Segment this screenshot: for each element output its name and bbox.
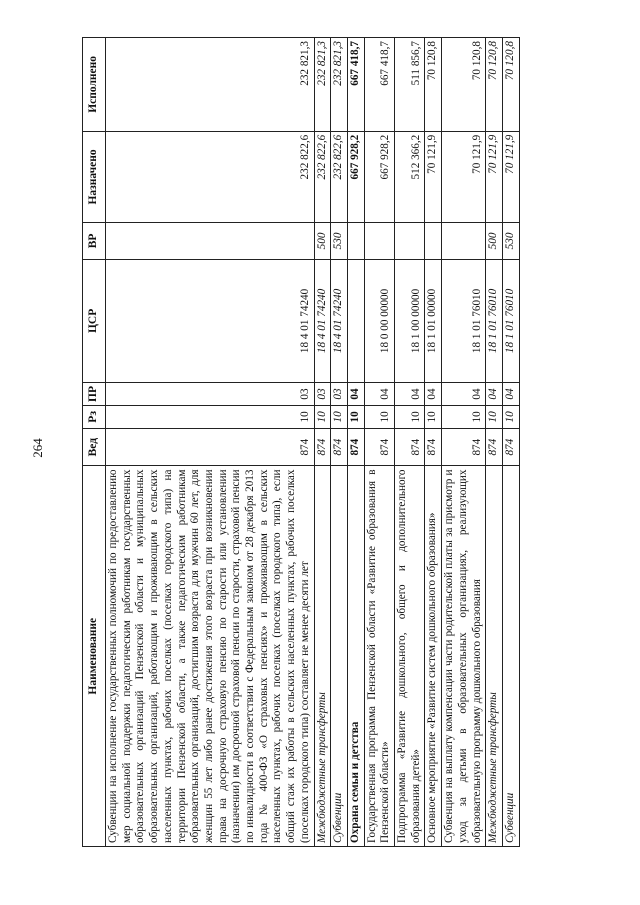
header-ved: Вед <box>83 428 106 466</box>
cell-ved: 874 <box>331 428 348 466</box>
cell-csr: 18 4 01 74240 <box>314 259 331 382</box>
cell-rz: 10 <box>442 405 486 428</box>
cell-executed: 232 821,3 <box>331 38 348 132</box>
cell-vr: 500 <box>486 223 503 260</box>
cell-rz: 10 <box>314 405 331 428</box>
page-number: 264 <box>30 438 45 458</box>
cell-ved: 874 <box>442 428 486 466</box>
cell-executed: 70 120,8 <box>486 38 503 132</box>
cell-pr: 03 <box>331 383 348 406</box>
cell-name: Субвенция на выплату компенсации части родительской платы за присмотр и уход за детьми в образовательных организациях, реализующих образовательную программу дошкольного образования <box>442 466 486 847</box>
header-vr: ВР <box>83 223 106 260</box>
cell-ved: 874 <box>486 428 503 466</box>
cell-executed: 511 856,7 <box>395 38 425 132</box>
cell-pr: 04 <box>347 383 364 406</box>
cell-csr: 18 1 01 76010 <box>502 259 519 382</box>
cell-rz: 10 <box>364 405 394 428</box>
header-assigned: Назначено <box>83 131 106 222</box>
table-row <box>314 38 331 847</box>
cell-csr: 18 1 01 00000 <box>425 259 442 382</box>
cell-name: Субвенции <box>331 466 348 847</box>
cell-vr <box>425 223 442 260</box>
cell-executed: 667 418,7 <box>347 38 364 132</box>
cell-vr <box>364 223 394 260</box>
cell-name: Подпрограмма «Развитие дошкольного, общего и дополнительного образования детей» <box>395 466 425 847</box>
cell-pr: 04 <box>425 383 442 406</box>
cell-csr: 18 0 00 00000 <box>364 259 394 382</box>
cell-pr: 04 <box>442 383 486 406</box>
cell-name: Субвенции на исполнение государственных полномочий по предоставлению мер социальной поддержки педагогическим работникам государственных образовательных организаций Пензенской области и муниципальных образовательных организаций, работающим и проживающим в сельских населенных пунктах, рабочих поселках (поселках городского типа) на территории Пензенской области, а также педагогическим работникам образовательных организаций, достигшим возраста для мужчин 60 лет, для женщин 55 лет либо ранее достижения этого возраста при возникновении права на досрочную страховую пенсию по старости или установлении (назначении) им досрочной страховой пенсии по старости, страховой пенсии по инвалидности в соответствии с Федеральным законом от 28 декабря 2013 года № 400-ФЗ «О страховых пенсиях» и проживающим в сельских населенных пунктах, рабочих поселках (поселках городского типа), если общий стаж их работы в сельских населенных пунктах, рабочих поселках (поселках городского типа) составляет не менее десяти лет <box>106 466 315 847</box>
cell-pr: 04 <box>364 383 394 406</box>
header-csr: ЦСР <box>83 259 106 382</box>
cell-rz: 10 <box>486 405 503 428</box>
cell-assigned: 70 121,9 <box>486 131 503 222</box>
cell-vr: 530 <box>331 223 348 260</box>
cell-assigned: 667 928,2 <box>347 131 364 222</box>
cell-rz: 10 <box>425 405 442 428</box>
cell-assigned: 232 822,6 <box>106 131 315 222</box>
table-row <box>364 38 394 847</box>
cell-vr: 530 <box>502 223 519 260</box>
cell-vr <box>347 223 364 260</box>
cell-executed: 232 821,3 <box>314 38 331 132</box>
cell-vr <box>395 223 425 260</box>
cell-assigned: 232 822,6 <box>314 131 331 222</box>
cell-executed: 667 418,7 <box>364 38 394 132</box>
cell-name: Межбюджетные трансферты <box>486 466 503 847</box>
cell-ved: 874 <box>425 428 442 466</box>
cell-name: Государственная программа Пензенской области «Развитие образования в Пензенской области» <box>364 466 394 847</box>
cell-vr <box>106 223 315 260</box>
cell-name: Межбюджетные трансферты <box>314 466 331 847</box>
cell-ved: 874 <box>314 428 331 466</box>
table-row <box>425 38 442 847</box>
cell-name: Субвенции <box>502 466 519 847</box>
cell-vr: 500 <box>314 223 331 260</box>
table-body <box>106 38 520 847</box>
rotated-page-content <box>82 37 602 847</box>
header-rz: Рз <box>83 405 106 428</box>
cell-assigned: 232 822,6 <box>331 131 348 222</box>
header-row <box>83 38 106 847</box>
cell-assigned: 70 121,9 <box>502 131 519 222</box>
cell-csr: 18 1 00 00000 <box>395 259 425 382</box>
cell-pr: 04 <box>502 383 519 406</box>
cell-assigned: 70 121,9 <box>425 131 442 222</box>
budget-table <box>82 37 520 847</box>
cell-ved: 874 <box>364 428 394 466</box>
table-row <box>106 38 315 847</box>
cell-rz: 10 <box>347 405 364 428</box>
table-row <box>395 38 425 847</box>
cell-executed: 70 120,8 <box>442 38 486 132</box>
cell-csr: 18 1 01 76010 <box>486 259 503 382</box>
header-executed: Исполнено <box>83 38 106 132</box>
cell-rz: 10 <box>502 405 519 428</box>
cell-rz: 10 <box>331 405 348 428</box>
cell-executed: 70 120,8 <box>425 38 442 132</box>
cell-executed: 232 821,3 <box>106 38 315 132</box>
table-row <box>502 38 519 847</box>
cell-ved: 874 <box>106 428 315 466</box>
cell-csr: 18 4 01 74240 <box>106 259 315 382</box>
cell-ved: 874 <box>502 428 519 466</box>
cell-rz: 10 <box>395 405 425 428</box>
cell-rz: 10 <box>106 405 315 428</box>
cell-ved: 874 <box>347 428 364 466</box>
cell-csr: 18 4 01 74240 <box>331 259 348 382</box>
cell-pr: 04 <box>395 383 425 406</box>
cell-csr: 18 1 01 76010 <box>442 259 486 382</box>
cell-ved: 874 <box>395 428 425 466</box>
cell-executed: 70 120,8 <box>502 38 519 132</box>
cell-vr <box>442 223 486 260</box>
cell-assigned: 70 121,9 <box>442 131 486 222</box>
cell-pr: 03 <box>314 383 331 406</box>
table-row <box>347 38 364 847</box>
table-row <box>331 38 348 847</box>
header-name: Наименование <box>83 466 106 847</box>
header-pr: ПР <box>83 383 106 406</box>
table-row <box>442 38 486 847</box>
table-row <box>486 38 503 847</box>
cell-assigned: 512 366,2 <box>395 131 425 222</box>
cell-csr <box>347 259 364 382</box>
cell-name: Охрана семьи и детства <box>347 466 364 847</box>
cell-assigned: 667 928,2 <box>364 131 394 222</box>
cell-name: Основное мероприятие «Развитие систем дошкольного образования» <box>425 466 442 847</box>
cell-pr: 03 <box>106 383 315 406</box>
cell-pr: 04 <box>486 383 503 406</box>
